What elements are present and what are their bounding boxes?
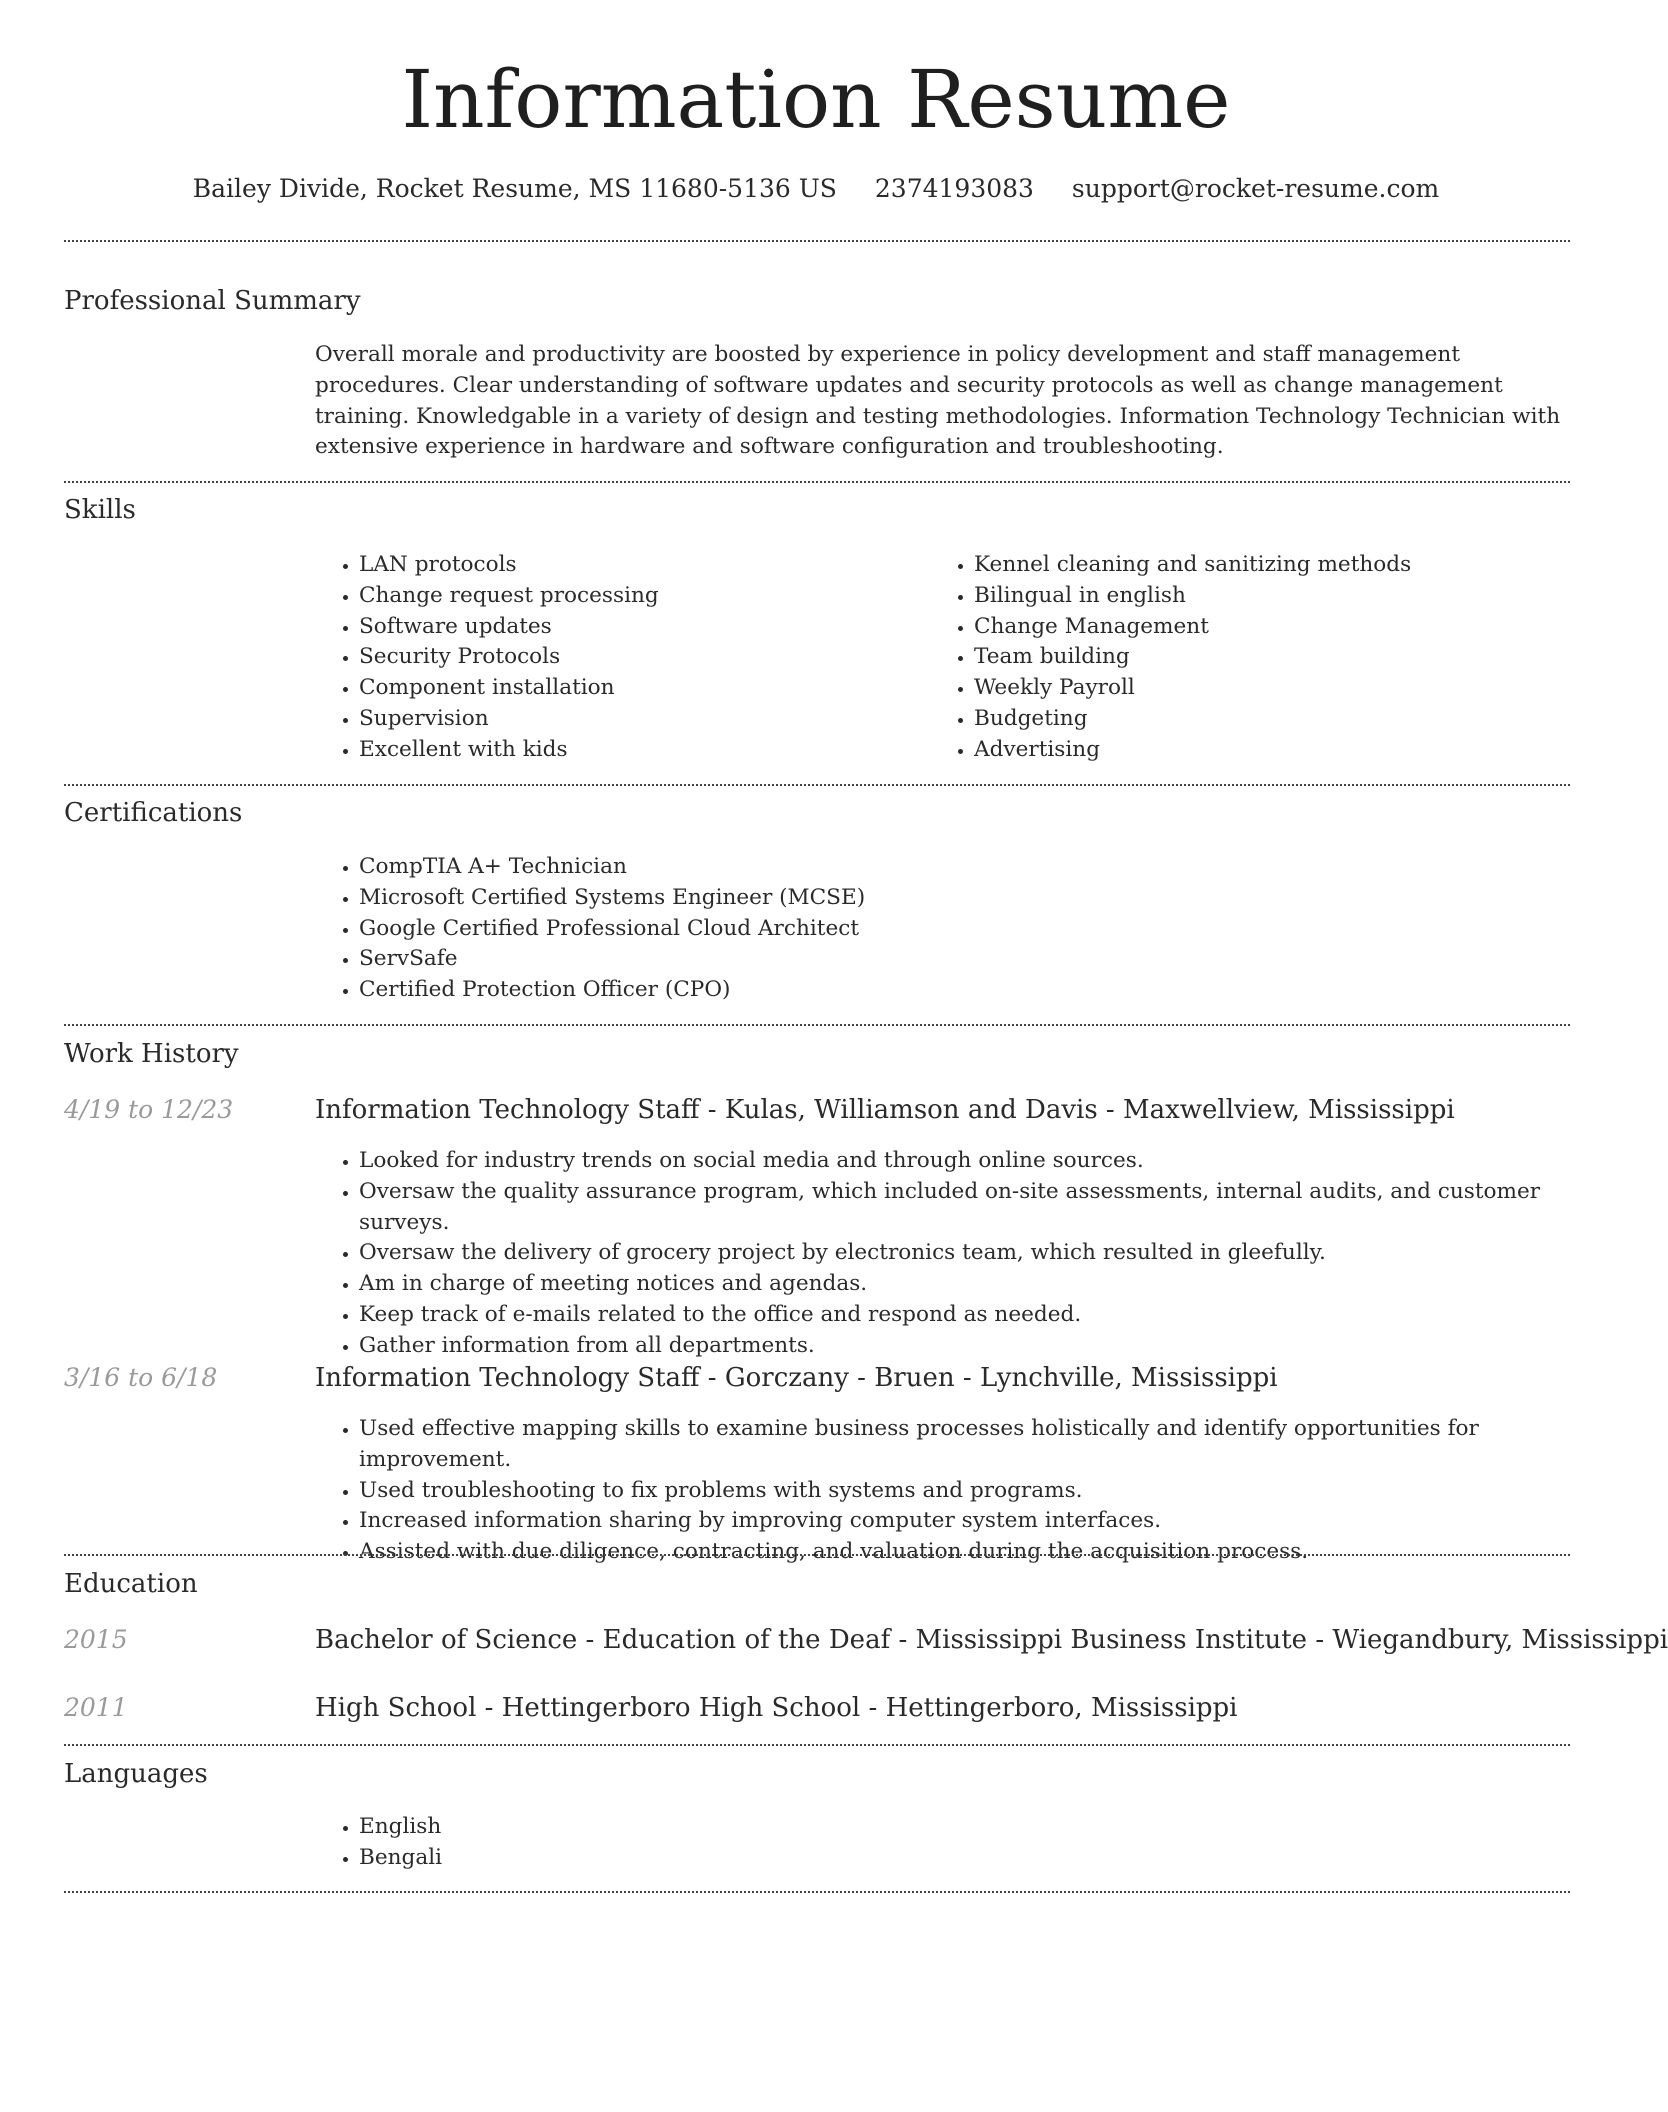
skill-item: • Bilingual in english [974,581,1574,612]
skill-item: • Change request processing [359,581,919,612]
skill-item: • Advertising [974,735,1574,766]
skill-item: • Supervision [359,704,919,735]
education-school: Mississippi Business Institute [915,1625,1308,1655]
job-company: Gorczany - Bruen [724,1363,955,1393]
section-divider [64,240,1570,242]
certifications-list [315,852,1559,1006]
summary-text: Overall morale and productivity are boosted by experience in policy development and staff management procedures. Clear understanding of software updates and security protocols as well as change management training. Knowledgable in a variety of design and testing methodologies. Information Technology Technician with extensive experience in hardware and software configuration and troubleshooting. [315,342,1561,460]
job-bullet: • Looked for industry trends on social media and through online sources. [359,1146,1614,1177]
job-dates: 4/19 to 12/23 [64,1095,234,1124]
section-divider [64,1554,1570,1556]
languages-heading: Languages [64,1759,208,1789]
job-title: Information Technology Staff [315,1095,700,1125]
contact-line [0,171,1632,207]
job-bullet: • Used effective mapping skills to examine business processes holistically and identify opportunities for improvement. [359,1414,1614,1476]
job-bullet: • Increased information sharing by improving computer system interfaces. [359,1506,1614,1537]
language-item: • English [359,1812,959,1843]
certification-item: • Google Certified Professional Cloud Architect [359,914,1559,945]
skill-item: • LAN protocols [359,550,919,581]
languages-list [315,1812,959,1874]
job-heading [315,1093,1570,1127]
education-year: 2015 [64,1625,128,1654]
education-entry [315,1691,1570,1725]
separator: - [890,1625,916,1655]
skill-item: • Kennel cleaning and sanitizing methods [974,550,1574,581]
skill-item: • Weekly Payroll [974,673,1574,704]
work-heading: Work History [64,1039,239,1069]
section-divider [64,481,1570,483]
education-heading: Education [64,1569,198,1599]
certification-item: • Certified Protection Officer (CPO) [359,975,1559,1006]
separator: - [1307,1625,1333,1655]
skills-list-right [930,550,1574,766]
education-year: 2011 [64,1693,128,1722]
separator: - [699,1363,725,1393]
job-heading [315,1361,1570,1395]
skills-list-left [315,550,919,766]
job-company: Kulas, Williamson and Davis [724,1095,1098,1125]
skill-item: • Excellent with kids [359,735,919,766]
job-bullet: • Keep track of e-mails related to the office and respond as needed. [359,1300,1614,1331]
job-dates: 3/16 to 6/18 [64,1363,218,1392]
separator: - [860,1693,886,1723]
job-bullet: • Assisted with due diligence, contracting, and valuation during the acquisition process. [359,1537,1614,1568]
separator: - [476,1693,502,1723]
language-item: • Bengali [359,1843,959,1874]
education-entry [315,1623,1668,1657]
contact-address: Bailey Divide, Rocket Resume, MS 11680-5136 US [192,174,837,203]
resume-name: Information Resume [401,53,1231,146]
separator: - [699,1095,725,1125]
job-location: Lynchville, Mississippi [979,1363,1278,1393]
job-bullet: • Oversaw the delivery of grocery project by electronics team, which resulted in gleefully. [359,1238,1614,1269]
skill-item: • Software updates [359,612,919,643]
job-bullet: • Oversaw the quality assurance program, which included on-site assessments, internal audits, and customer surveys. [359,1177,1614,1239]
job-bullets [315,1414,1614,1568]
contact-email: support@rocket-resume.com [1071,174,1440,203]
job-location: Maxwellview, Mississippi [1123,1095,1455,1125]
section-divider [64,784,1570,786]
job-title: Information Technology Staff [315,1363,700,1393]
summary-heading: Professional Summary [64,286,361,316]
section-divider [64,1744,1570,1746]
education-degree: Bachelor of Science - Education of the Deaf [315,1625,891,1655]
skills-heading: Skills [64,495,136,525]
certification-item: • CompTIA A+ Technician [359,852,1559,883]
section-divider [64,1024,1570,1026]
job-bullet: • Am in charge of meeting notices and agendas. [359,1269,1614,1300]
education-school: Hettingerboro High School [501,1693,861,1723]
separator: - [954,1363,980,1393]
skill-item: • Component installation [359,673,919,704]
job-bullets [315,1146,1614,1362]
skill-item: • Security Protocols [359,642,919,673]
skill-item: • Change Management [974,612,1574,643]
education-location: Hettingerboro, Mississippi [885,1693,1238,1723]
skill-item: • Team building [974,642,1574,673]
separator: - [1097,1095,1123,1125]
skill-item: • Budgeting [974,704,1574,735]
job-bullet: • Gather information from all departments. [359,1331,1614,1362]
certification-item: • Microsoft Certified Systems Engineer (MCSE) [359,883,1559,914]
certification-item: • ServSafe [359,944,1559,975]
contact-phone: 2374193083 [874,174,1034,203]
education-degree: High School [315,1693,477,1723]
section-divider [64,1891,1570,1893]
job-bullet: • Used troubleshooting to fix problems with systems and programs. [359,1476,1614,1507]
certifications-heading: Certifications [64,798,243,828]
education-location: Wiegandbury, Mississippi [1332,1625,1668,1655]
